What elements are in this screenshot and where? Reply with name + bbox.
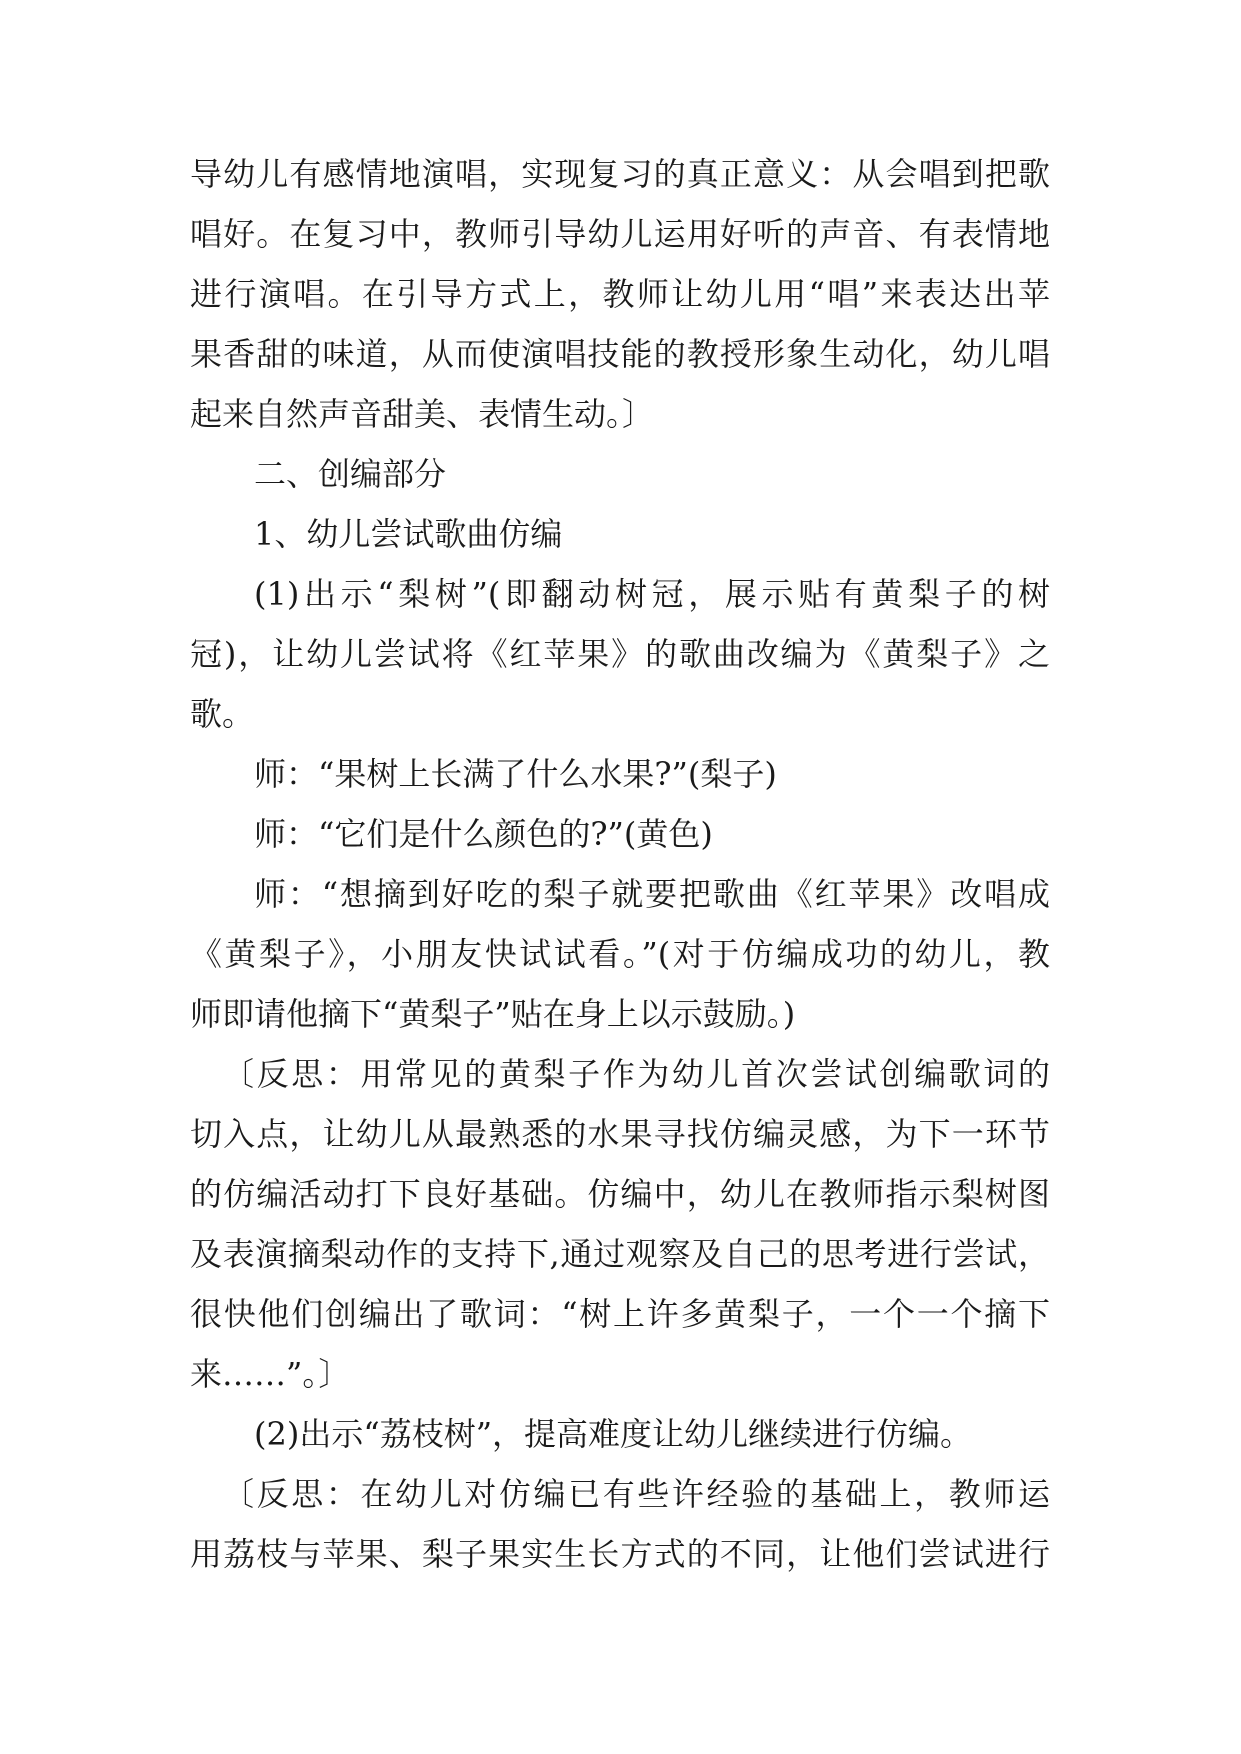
subsection-item: (2)出示“荔枝树”，提高难度让幼儿继续进行仿编。 [254,1415,973,1453]
text-line: 唱好。在复习中，教师引导幼儿运用好听的声音、有表情地 [190,215,1050,253]
section-heading: 二、创编部分 [254,455,447,493]
text-line: 《黄梨子》，小朋友快试试看。”(对于仿编成功的幼儿，教 [190,935,1050,973]
text-line: (1)出示“梨树”(即翻动树冠，展示贴有黄梨子的树 [254,575,1050,613]
text-line: 切入点，让幼儿从最熟悉的水果寻找仿编灵感，为下一环节 [190,1115,1050,1153]
text-line: 师即请他摘下“黄梨子”贴在身上以示鼓励。) [190,995,796,1033]
reflection-line: 〔反思：用常见的黄梨子作为幼儿首次尝试创编歌词的 [222,1055,1050,1093]
dialogue-line: 师：“果树上长满了什么水果?”(梨子) [254,755,777,793]
text-line: 很快他们创编出了歌词：“树上许多黄梨子，一个一个摘下 [190,1295,1050,1333]
dialogue-line: 师：“它们是什么颜色的?”(黄色) [254,815,713,853]
text-line: 起来自然声音甜美、表情生动。〕 [190,395,655,433]
text-line: 果香甜的味道，从而使演唱技能的教授形象生动化，幼儿唱 [190,335,1050,373]
text-line: 冠)，让幼儿尝试将《红苹果》的歌曲改编为《黄梨子》之 [190,635,1050,673]
text-line: 用荔枝与苹果、梨子果实生长方式的不同，让他们尝试进行 [190,1535,1050,1573]
text-line: 的仿编活动打下良好基础。仿编中，幼儿在教师指示梨树图 [190,1175,1050,1213]
text-line: 及表演摘梨动作的支持下,通过观察及自己的思考进行尝试， [190,1235,1050,1273]
subsection-heading: 1、幼儿尝试歌曲仿编 [254,515,563,553]
text-line: 导幼儿有感情地演唱，实现复习的真正意义：从会唱到把歌 [190,155,1050,193]
text-line: 来……”。〕 [190,1355,351,1393]
text-line: 歌。 [190,695,255,733]
dialogue-line: 师：“想摘到好吃的梨子就要把歌曲《红苹果》改唱成 [254,875,1050,913]
reflection-line: 〔反思：在幼儿对仿编已有些许经验的基础上，教师运 [222,1475,1050,1513]
text-line: 进行演唱。在引导方式上，教师让幼儿用“唱”来表达出苹 [190,275,1050,313]
